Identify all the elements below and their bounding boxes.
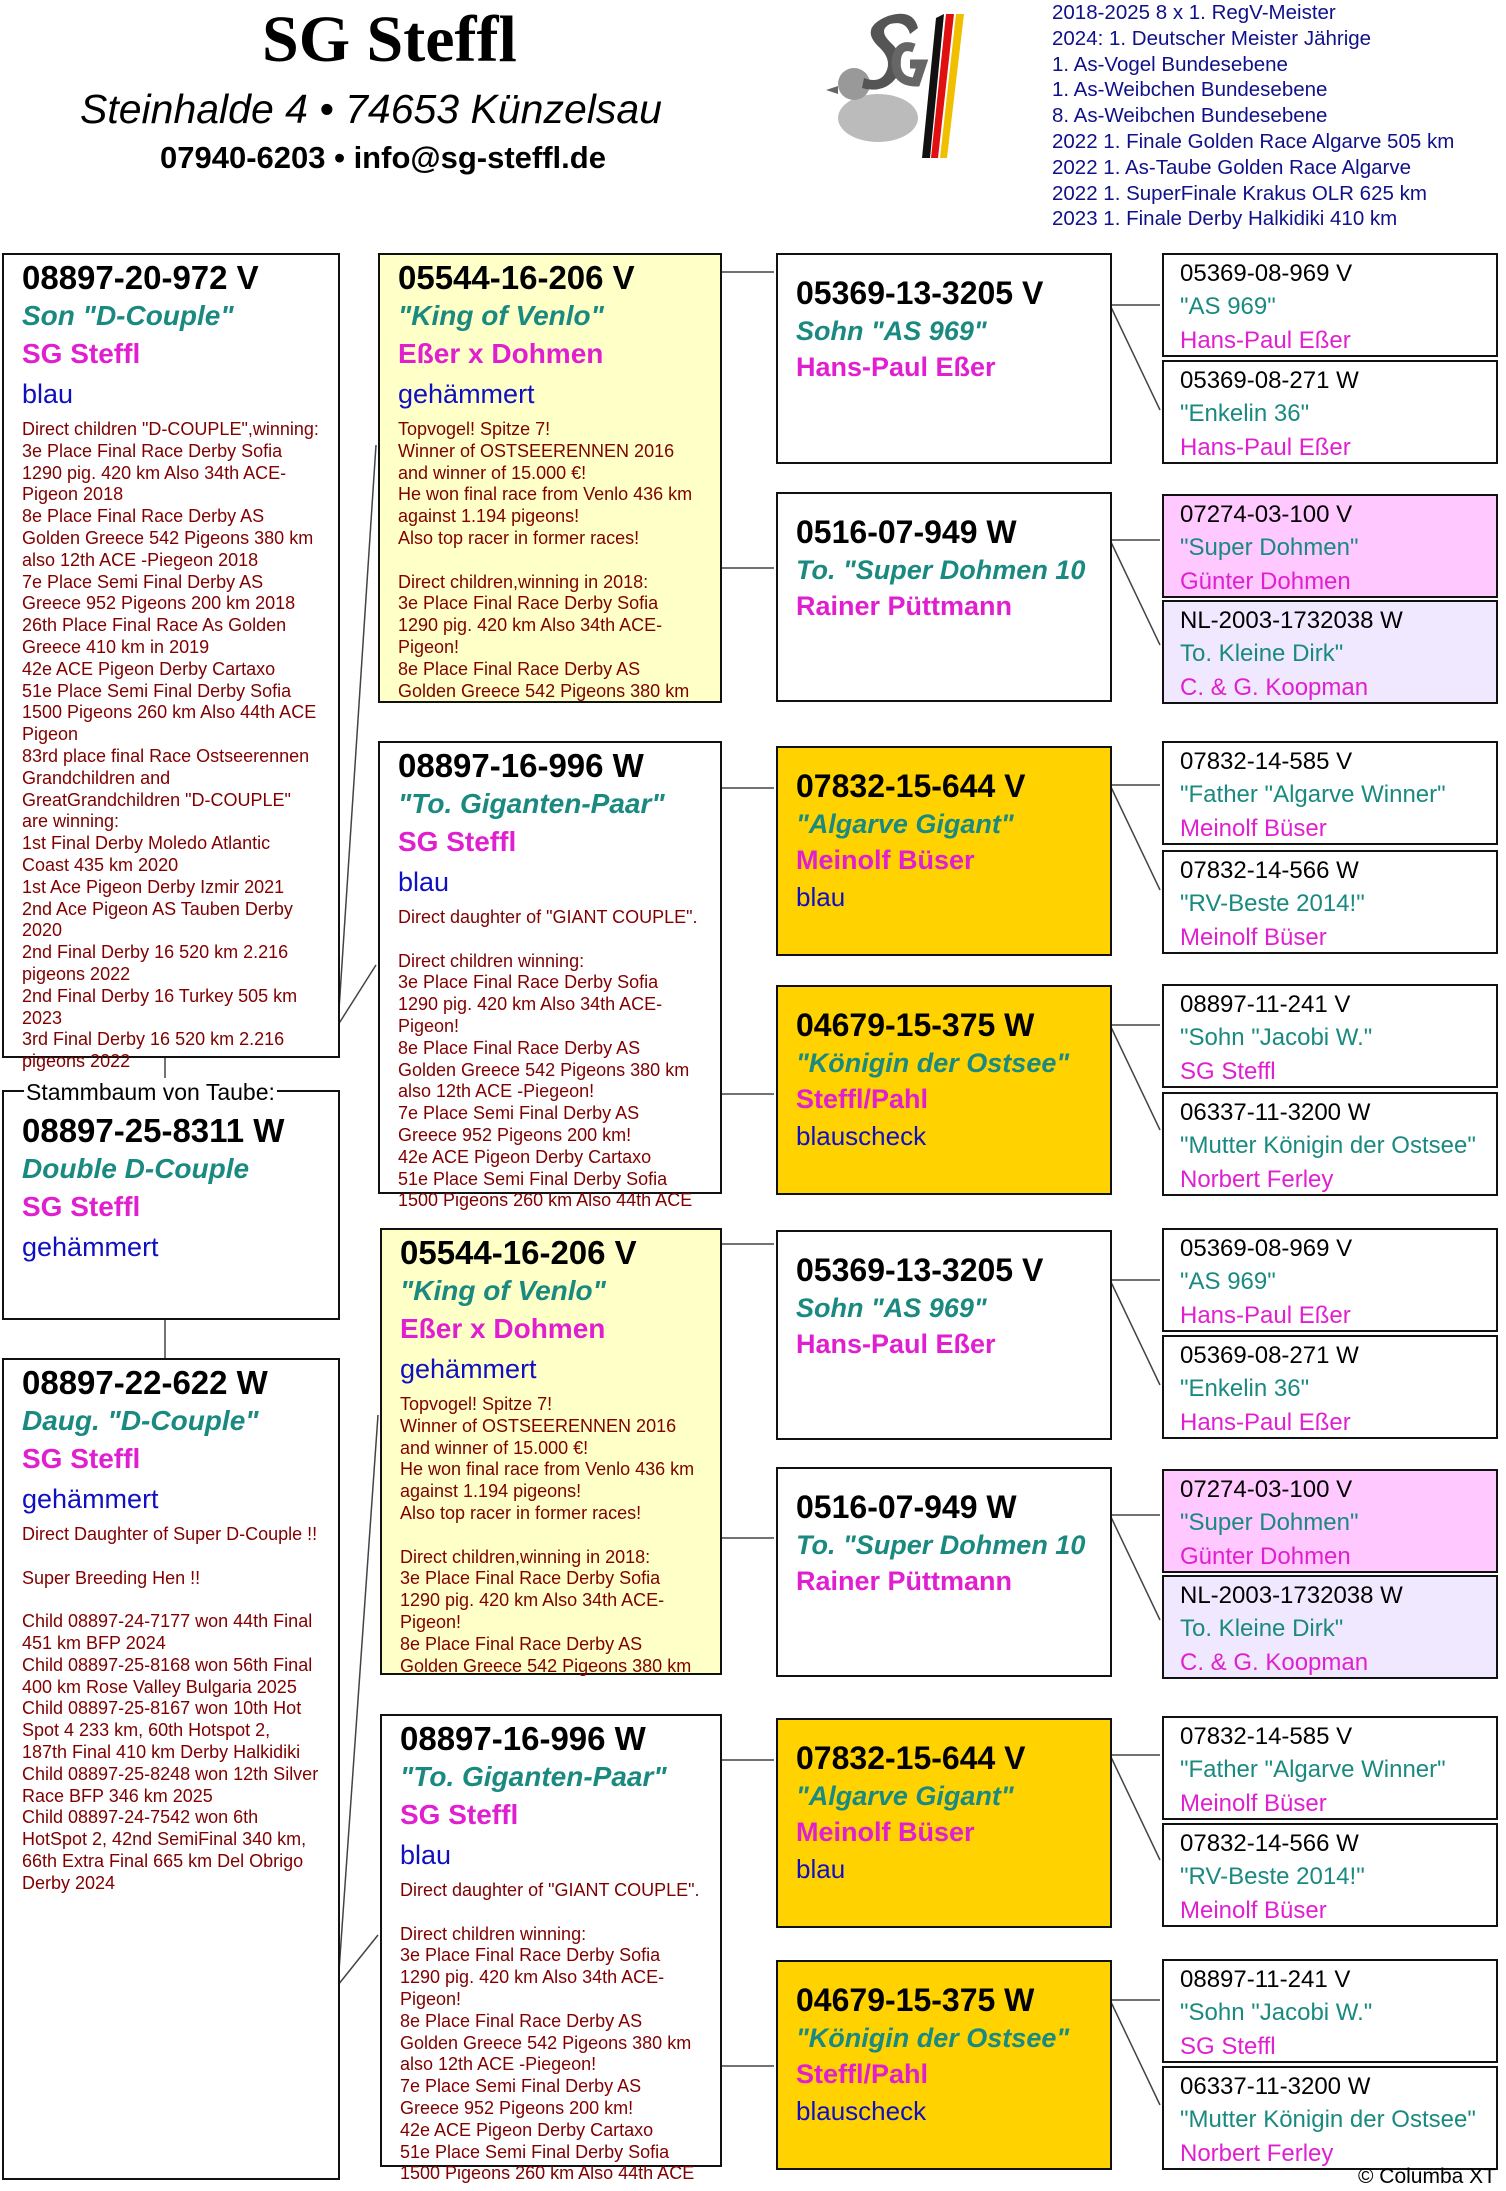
gen4-name: "Father "Algarve Winner" bbox=[1180, 1756, 1446, 1783]
gen4-card bbox=[1162, 360, 1498, 464]
gen3-color: blau bbox=[796, 882, 846, 912]
gen4-name: "AS 969" bbox=[1180, 293, 1276, 320]
gen4-ring: 07274-03-100 V bbox=[1180, 1476, 1353, 1503]
gen4-breeder: Hans-Paul Eßer bbox=[1180, 434, 1351, 461]
gen4-ring: 08897-11-241 V bbox=[1180, 991, 1351, 1018]
gen4-card bbox=[1162, 2066, 1498, 2170]
gen4-breeder: Hans-Paul Eßer bbox=[1180, 327, 1351, 354]
gen2-ring: 05544-16-206 V bbox=[400, 1234, 637, 1271]
gen3-ring: 05369-13-3205 V bbox=[796, 275, 1044, 311]
gen4-card bbox=[1162, 850, 1498, 954]
gen3-name: "Königin der Ostsee" bbox=[796, 1048, 1070, 1078]
gen4-card bbox=[1162, 1823, 1498, 1927]
pigeon-logo-icon bbox=[818, 8, 976, 168]
header-contact: 07940-6203 • info@sg-steffl.de bbox=[160, 140, 606, 175]
gen4-breeder: Günter Dohmen bbox=[1180, 568, 1351, 595]
gen4-breeder: Meinolf Büser bbox=[1180, 1790, 1327, 1817]
gen2-ring: 05544-16-206 V bbox=[398, 259, 635, 296]
gen3-color: blauscheck bbox=[796, 2096, 927, 2126]
gen4-breeder: Meinolf Büser bbox=[1180, 815, 1327, 842]
gen4-ring: 08897-11-241 V bbox=[1180, 1966, 1351, 1993]
achievement-item: 1. As-Vogel Bundesebene bbox=[1052, 52, 1288, 76]
gen2-notes: Topvogel! Spitze 7! Winner of OSTSEERENNEN 2016 and winner of 15.000 €! He won final race from Venlo 436 km against 1.194 pigeons! Also top racer in former races! Direct children,winning in 2018: 3e Place Final Race Derby Sofia 1290 pig. 420 km Also 34th ACE- Pigeon! 8e Place Final Race Derby AS Golden Greece 542 Pigeons 380 km bbox=[398, 419, 693, 701]
gen3-card bbox=[776, 253, 1112, 464]
gen3-ring: 04679-15-375 W bbox=[796, 1982, 1035, 2018]
gen3-card bbox=[776, 746, 1112, 956]
gen3-ring: 0516-07-949 W bbox=[796, 514, 1017, 550]
gen3-name: "Algarve Gigant" bbox=[796, 809, 1014, 839]
gen2-name: "King of Venlo" bbox=[400, 1275, 606, 1306]
gen2-ring: 08897-16-996 W bbox=[398, 747, 644, 784]
sire-color: blau bbox=[22, 379, 74, 409]
gen3-name: "Algarve Gigant" bbox=[796, 1781, 1014, 1811]
achievement-item: 2024: 1. Deutscher Meister Jährige bbox=[1052, 26, 1372, 50]
gen4-name: "Mutter Königin der Ostsee" bbox=[1180, 1132, 1476, 1159]
gen4-breeder: Norbert Ferley bbox=[1180, 2140, 1334, 2167]
gen4-breeder: Norbert Ferley bbox=[1180, 1166, 1334, 1193]
gen4-ring: 07832-14-566 W bbox=[1180, 1830, 1359, 1857]
gen3-breeder: Steffl/Pahl bbox=[796, 1084, 929, 1114]
gen3-ring: 05369-13-3205 V bbox=[796, 1252, 1044, 1288]
gen3-name: "Königin der Ostsee" bbox=[796, 2023, 1070, 2053]
gen4-name: "RV-Beste 2014!" bbox=[1180, 1863, 1365, 1890]
logo bbox=[818, 8, 976, 168]
gen4-card bbox=[1162, 1469, 1498, 1573]
gen4-ring: 07832-14-566 W bbox=[1180, 857, 1359, 884]
gen2-breeder: SG Steffl bbox=[400, 1799, 519, 1830]
gen2-dam-sire-card bbox=[380, 1228, 722, 1675]
gen3-breeder: Steffl/Pahl bbox=[796, 2059, 929, 2089]
gen2-color: gehämmert bbox=[400, 1354, 537, 1384]
gen2-breeder: Eßer x Dohmen bbox=[400, 1313, 606, 1344]
gen4-breeder: Hans-Paul Eßer bbox=[1180, 1302, 1351, 1329]
dam-card bbox=[2, 1358, 340, 2180]
gen3-breeder: Rainer Püttmann bbox=[796, 1566, 1013, 1596]
gen3-ring: 04679-15-375 W bbox=[796, 1007, 1035, 1043]
gen4-ring: NL-2003-1732038 W bbox=[1180, 1582, 1403, 1609]
subject-card bbox=[2, 1090, 340, 1320]
gen2-sire-dam-card bbox=[378, 741, 722, 1211]
gen4-ring: 05369-08-271 W bbox=[1180, 367, 1359, 394]
gen4-card bbox=[1162, 494, 1498, 598]
gen4-name: "RV-Beste 2014!" bbox=[1180, 890, 1365, 917]
gen3-breeder: Hans-Paul Eßer bbox=[796, 1329, 996, 1359]
subject-name: Double D-Couple bbox=[22, 1153, 250, 1184]
header-address: Steinhalde 4 • 74653 Künzelsau bbox=[80, 86, 662, 132]
gen3-card bbox=[776, 492, 1112, 702]
gen3-name: To. "Super Dohmen 10 bbox=[796, 1530, 1086, 1560]
gen3-breeder: Meinolf Büser bbox=[796, 1817, 975, 1847]
sire-notes: Direct children "D-COUPLE",winning: 3e Place Final Race Derby Sofia 1290 pig. 420 km Also 34th ACE- Pigeon 2018 8e Place Final Race Derby AS Golden Greece 542 Pigeons 380 km also 12th ACE -Piegeon 2018 7e Place Semi Final Derby AS Greece 952 Pigeons 200 km 2018 26th Place Final Race As Golden Greece 410 km in 2019 42e ACE Pigeon Derby Cartaxo 51e Place Semi Final Derby Sofia 1500 Pigeons 260 km Also 44th ACE Pigeon 83rd place final Race Ostseerennen Grandchildren and GreatGrandchildren "D-COUPLE" are winning: 1st Final Derby Moledo Atlantic Coast 435 km 2020 1st Ace Pigeon Derby Izmir 2021 2nd Ace Pigeon AS Tauben Derby 2020 2nd Final Derby 16 520 km 2.216 pigeons 2022 2nd Final Derby 16 Turkey 505 km 2023 3rd Final Derby 16 520 km 2.216 pigeons 2022 bbox=[22, 419, 319, 1072]
dam-name: Daug. "D-Couple" bbox=[22, 1405, 259, 1436]
gen4-name: "Enkelin 36" bbox=[1180, 1375, 1310, 1402]
dam-ring: 08897-22-622 W bbox=[22, 1364, 268, 1401]
gen4-breeder: Meinolf Büser bbox=[1180, 1897, 1327, 1924]
gen4-ring: 06337-11-3200 W bbox=[1180, 2073, 1371, 2100]
gen2-name: "To. Giganten-Paar" bbox=[398, 788, 665, 819]
dam-color: gehämmert bbox=[22, 1484, 159, 1514]
gen2-notes: Direct daughter of "GIANT COUPLE". Direct children winning: 3e Place Final Race Derby Sofia 1290 pig. 420 km Also 34th ACE- Pigeon! 8e Place Final Race Derby AS Golden Greece 542 Pigeons 380 km also 12th ACE -Piegeon! 7e Place Semi Final Derby AS Greece 952 Pigeons 200 km! 42e ACE Pigeon Derby Cartaxo 51e Place Semi Final Derby Sofia 1500 Pigeons 260 km Also 44th ACE bbox=[398, 907, 698, 1211]
dam-breeder: SG Steffl bbox=[22, 1443, 141, 1474]
sire-card bbox=[2, 253, 340, 1072]
gen4-card bbox=[1162, 253, 1498, 357]
gen4-name: "Enkelin 36" bbox=[1180, 400, 1310, 427]
gen4-card bbox=[1162, 1575, 1498, 1679]
gen4-name: "Super Dohmen" bbox=[1180, 1509, 1359, 1536]
gen3-card bbox=[776, 1718, 1112, 1928]
gen4-ring: 05369-08-969 V bbox=[1180, 260, 1353, 287]
gen2-ring: 08897-16-996 W bbox=[400, 1720, 646, 1757]
gen4-name: "Sohn "Jacobi W." bbox=[1180, 1024, 1373, 1051]
gen4-name: "Super Dohmen" bbox=[1180, 534, 1359, 561]
gen3-name: Sohn "AS 969" bbox=[796, 316, 987, 346]
achievement-item: 2018-2025 8 x 1. RegV-Meister bbox=[1052, 1, 1336, 24]
gen3-ring: 07832-15-644 V bbox=[796, 1740, 1026, 1776]
gen3-ring: 07832-15-644 V bbox=[796, 768, 1026, 804]
achievement-item: 1. As-Weibchen Bundesebene bbox=[1052, 78, 1328, 102]
gen2-color: blau bbox=[400, 1840, 452, 1870]
gen4-breeder: C. & G. Koopman bbox=[1180, 674, 1369, 701]
footer-copyright: © Columba XT bbox=[1357, 2165, 1496, 2188]
subject-breeder: SG Steffl bbox=[22, 1191, 141, 1222]
sire-breeder: SG Steffl bbox=[22, 338, 141, 369]
gen4-ring: 05369-08-271 W bbox=[1180, 1342, 1359, 1369]
gen4-ring: 07274-03-100 V bbox=[1180, 501, 1353, 528]
gen4-breeder: SG Steffl bbox=[1180, 2033, 1276, 2060]
gen2-sire-sire-card bbox=[378, 253, 722, 703]
gen4-name: "Father "Algarve Winner" bbox=[1180, 781, 1446, 808]
gen4-card bbox=[1162, 1228, 1498, 1332]
gen3-card bbox=[776, 1467, 1112, 1677]
gen3-breeder: Rainer Püttmann bbox=[796, 591, 1013, 621]
gen4-card bbox=[1162, 1092, 1498, 1196]
gen4-card bbox=[1162, 1335, 1498, 1439]
gen3-breeder: Hans-Paul Eßer bbox=[796, 352, 996, 382]
header-title: SG Steffl bbox=[262, 3, 517, 76]
gen4-ring: 05369-08-969 V bbox=[1180, 1235, 1353, 1262]
gen4-name: "Mutter Königin der Ostsee" bbox=[1180, 2106, 1476, 2133]
gen4-breeder: Hans-Paul Eßer bbox=[1180, 1409, 1351, 1436]
gen2-name: "King of Venlo" bbox=[398, 300, 604, 331]
gen4-name: "Sohn "Jacobi W." bbox=[1180, 1999, 1373, 2026]
gen4-breeder: SG Steffl bbox=[1180, 1058, 1276, 1085]
achievement-item: 2022 1. Finale Golden Race Algarve 505 km bbox=[1052, 129, 1455, 153]
gen2-name: "To. Giganten-Paar" bbox=[400, 1761, 667, 1792]
achievement-item: 8. As-Weibchen Bundesebene bbox=[1052, 104, 1328, 128]
gen4-card bbox=[1162, 741, 1498, 845]
gen2-color: blau bbox=[398, 867, 450, 897]
gen4-name: To. Kleine Dirk" bbox=[1180, 1615, 1344, 1642]
gen4-breeder: C. & G. Koopman bbox=[1180, 1649, 1369, 1676]
gen2-notes: Topvogel! Spitze 7! Winner of OSTSEERENNEN 2016 and winner of 15.000 €! He won final race from Venlo 436 km against 1.194 pigeons! Also top racer in former races! Direct children,winning in 2018: 3e Place Final Race Derby Sofia 1290 pig. 420 km Also 34th ACE- Pigeon! 8e Place Final Race Derby AS Golden Greece 542 Pigeons 380 km bbox=[400, 1394, 695, 1676]
gen4-ring: 07832-14-585 V bbox=[1180, 748, 1353, 775]
gen4-ring: 07832-14-585 V bbox=[1180, 1723, 1353, 1750]
gen4-name: "AS 969" bbox=[1180, 1268, 1276, 1295]
gen3-color: blau bbox=[796, 1854, 846, 1884]
gen3-name: Sohn "AS 969" bbox=[796, 1293, 987, 1323]
gen2-notes: Direct daughter of "GIANT COUPLE". Direct children winning: 3e Place Final Race Derby Sofia 1290 pig. 420 km Also 34th ACE- Pigeon! 8e Place Final Race Derby AS Golden Greece 542 Pigeons 380 km also 12th ACE -Piegeon! 7e Place Semi Final Derby AS Greece 952 Pigeons 200 km! 42e ACE Pigeon Derby Cartaxo 51e Place Semi Final Derby Sofia 1500 Pigeons 260 km Also 44th ACE bbox=[400, 1880, 700, 2184]
gen2-color: gehämmert bbox=[398, 379, 535, 409]
gen4-card bbox=[1162, 1716, 1498, 1820]
gen3-name: To. "Super Dohmen 10 bbox=[796, 555, 1086, 585]
achievement-item: 2023 1. Finale Derby Halkidiki 410 km bbox=[1052, 207, 1398, 231]
achievement-item: 2022 1. As-Taube Golden Race Algarve bbox=[1052, 155, 1411, 179]
gen2-dam-dam-card bbox=[380, 1714, 722, 2184]
sire-ring: 08897-20-972 V bbox=[22, 259, 259, 296]
gen4-ring: NL-2003-1732038 W bbox=[1180, 607, 1403, 634]
gen3-card bbox=[776, 1960, 1112, 2170]
gen4-ring: 06337-11-3200 W bbox=[1180, 1099, 1371, 1126]
gen3-card bbox=[776, 985, 1112, 1195]
gen3-card bbox=[776, 1230, 1112, 1440]
gen2-breeder: Eßer x Dohmen bbox=[398, 338, 604, 369]
subject-ring: 08897-25-8311 W bbox=[22, 1112, 285, 1149]
achievements-list bbox=[1052, 0, 1454, 232]
subject-label: Stammbaum von Taube: bbox=[26, 1079, 275, 1105]
gen4-breeder: Günter Dohmen bbox=[1180, 1543, 1351, 1570]
gen4-card bbox=[1162, 1959, 1498, 2063]
gen4-breeder: Meinolf Büser bbox=[1180, 924, 1327, 951]
gen4-card bbox=[1162, 600, 1498, 704]
dam-notes: Direct Daughter of Super D-Couple !! Super Breeding Hen !! Child 08897-24-7177 won 44th Final 451 km BFP 2024 Child 08897-25-8168 won 56th Final 400 km Rose Valley Bulgaria 2025 Child 08897-25-8167 won 10th Hot Spot 4 233 km, 60th Hotspot 2, 187th Final 410 km Derby Halkidiki Child 08897-25-8248 won 12th Silver Race BFP 346 km 2025 Child 08897-24-7542 won 6th HotSpot 2, 42nd SemiFinal 340 km, 66th Extra Final 665 km Del Obrigo Derby 2024 bbox=[22, 1524, 319, 1893]
sire-name: Son "D-Couple" bbox=[22, 300, 234, 331]
gen4-name: To. Kleine Dirk" bbox=[1180, 640, 1344, 667]
gen3-ring: 0516-07-949 W bbox=[796, 1489, 1017, 1525]
achievement-item: 2022 1. SuperFinale Krakus OLR 625 km bbox=[1052, 181, 1427, 205]
gen4-card bbox=[1162, 984, 1498, 1088]
gen3-breeder: Meinolf Büser bbox=[796, 845, 975, 875]
gen2-breeder: SG Steffl bbox=[398, 826, 517, 857]
gen3-color: blauscheck bbox=[796, 1121, 927, 1151]
subject-color: gehämmert bbox=[22, 1232, 159, 1262]
